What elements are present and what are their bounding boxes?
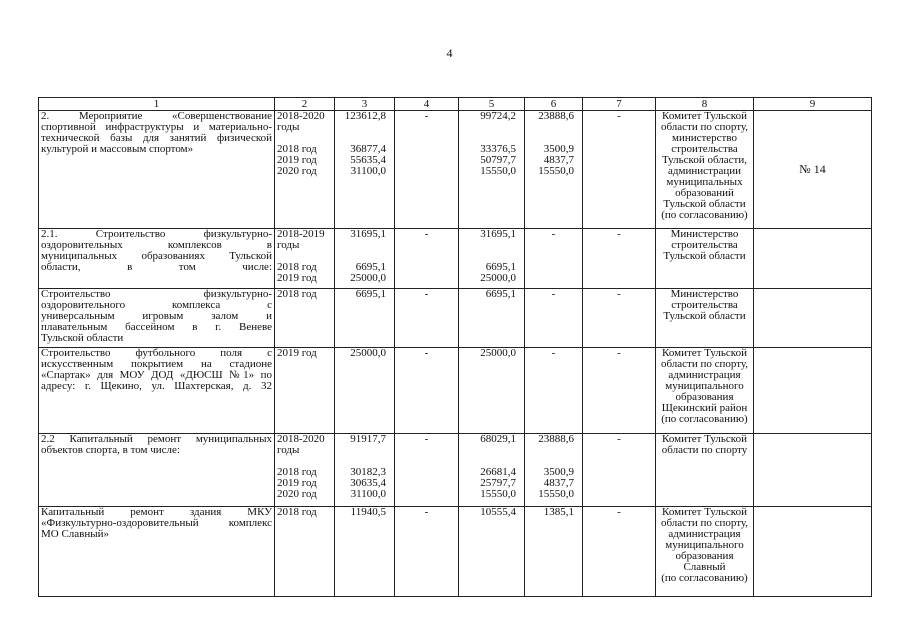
col7-cell-line: - bbox=[617, 110, 621, 122]
period-cell-line: 2019 год bbox=[277, 347, 317, 359]
executor-cell-line: (по согласованию) bbox=[661, 209, 748, 221]
col5-cell-line: 15550,0 bbox=[480, 488, 516, 500]
total-cell-line bbox=[337, 240, 386, 251]
col5-cell-line: 6695,1 bbox=[485, 261, 516, 273]
col7-cell bbox=[583, 507, 656, 597]
period-cell bbox=[275, 348, 335, 434]
col6-cell bbox=[525, 289, 583, 348]
executor-cell bbox=[656, 229, 754, 289]
executor-cell bbox=[656, 434, 754, 507]
activity-name-cell bbox=[39, 289, 275, 348]
col5-cell bbox=[459, 348, 525, 434]
col4-cell-line: - bbox=[424, 110, 429, 122]
table-row bbox=[39, 348, 872, 434]
executor-cell bbox=[656, 507, 754, 597]
col6-cell-line: 1385,1 bbox=[543, 506, 574, 518]
total-cell-line: 55635,4 bbox=[350, 154, 386, 166]
executor-cell-line: Тульской области, bbox=[661, 154, 748, 166]
note-cell bbox=[754, 434, 872, 507]
executor-cell-line: области по спорту bbox=[661, 444, 748, 456]
col4-cell bbox=[395, 507, 459, 597]
activity-name-line: универсальным игровым залом и bbox=[41, 310, 272, 322]
total-cell bbox=[335, 289, 395, 348]
col6-cell bbox=[525, 229, 583, 289]
col5-cell-line bbox=[461, 240, 516, 251]
col6-cell bbox=[525, 111, 583, 229]
executor-cell-line: администрация bbox=[668, 369, 741, 381]
period-cell-line: 2020 год bbox=[277, 488, 317, 500]
header-cell: 3 bbox=[335, 98, 395, 111]
executor-cell-line: (по согласованию) bbox=[661, 572, 748, 584]
header-cell: 9 bbox=[754, 98, 872, 111]
col6-cell bbox=[525, 348, 583, 434]
total-cell bbox=[335, 111, 395, 229]
executor-cell bbox=[656, 289, 754, 348]
activity-name-line: Строительство физкультурно- bbox=[41, 288, 272, 300]
col5-cell-line: 25797,7 bbox=[480, 477, 516, 489]
activity-name-cell bbox=[39, 348, 275, 434]
col5-cell-line bbox=[461, 445, 516, 456]
activity-name-line: 2.1. Строительство физкультурно- bbox=[41, 228, 272, 240]
executor-cell bbox=[656, 111, 754, 229]
activity-name-line: Тульской области bbox=[41, 332, 124, 344]
col5-cell bbox=[459, 229, 525, 289]
executor-cell-line: строительства bbox=[671, 239, 738, 251]
activity-name-line: «Физкультурно-оздоровительный комплекс bbox=[41, 517, 272, 529]
period-cell bbox=[275, 229, 335, 289]
executor-cell-line: муниципального bbox=[665, 539, 744, 551]
note-cell bbox=[754, 507, 872, 597]
total-cell bbox=[335, 434, 395, 507]
header-row bbox=[39, 98, 872, 111]
activity-name-line: «Спартак» для МОУ ДОД «ДЮСШ №1» по bbox=[41, 369, 272, 381]
col7-cell-line: - bbox=[617, 347, 621, 359]
col4-cell bbox=[395, 289, 459, 348]
executor-cell-line: образований bbox=[675, 187, 734, 199]
activity-name-line: МО Славный» bbox=[41, 528, 110, 540]
total-cell-line: 123612,8 bbox=[344, 110, 386, 122]
executor-cell-line: образования bbox=[675, 550, 734, 562]
col6-cell-line: 15550,0 bbox=[538, 165, 574, 177]
activity-name-line: Капитальный ремонт здания МКУ bbox=[41, 506, 272, 518]
total-cell-line: 6695,1 bbox=[355, 288, 386, 300]
period-cell-line: 2018 год bbox=[277, 261, 317, 273]
executor-cell-line: Комитет Тульской bbox=[662, 347, 747, 359]
executor-cell-line: Славный bbox=[683, 561, 726, 573]
col6-cell-line: 15550,0 bbox=[538, 488, 574, 500]
activity-name-line: 2. Мероприятие «Совершенствование bbox=[41, 110, 272, 122]
activity-name-cell bbox=[39, 507, 275, 597]
col7-cell-line: - bbox=[617, 433, 621, 445]
col6-cell-line: - bbox=[551, 228, 556, 240]
total-cell bbox=[335, 348, 395, 434]
header-cell: 8 bbox=[656, 98, 754, 111]
period-cell-line: годы bbox=[277, 444, 300, 456]
total-cell-line: 25000,0 bbox=[350, 272, 386, 284]
col5-cell-line: 50797,7 bbox=[480, 154, 516, 166]
period-cell bbox=[275, 289, 335, 348]
activity-name-line: спортивной инфраструктуры и материально- bbox=[41, 121, 272, 133]
col4-cell bbox=[395, 229, 459, 289]
col5-cell bbox=[459, 434, 525, 507]
activity-name-cell bbox=[39, 434, 275, 507]
note-cell bbox=[754, 229, 872, 289]
header-cell: 6 bbox=[525, 98, 583, 111]
col6-cell-line: 23888,6 bbox=[538, 110, 574, 122]
period-cell-line: 2018-2020 bbox=[277, 110, 325, 122]
col6-cell-line: 3500,9 bbox=[543, 143, 574, 155]
executor-cell-line: (по согласованию) bbox=[661, 413, 748, 425]
note-cell: № 14 bbox=[754, 111, 872, 229]
col7-cell bbox=[583, 289, 656, 348]
period-cell-line: 2018-2020 bbox=[277, 433, 325, 445]
header-cell: 2 bbox=[275, 98, 335, 111]
col7-cell bbox=[583, 111, 656, 229]
period-cell bbox=[275, 507, 335, 597]
col6-cell-line: 3500,9 bbox=[543, 466, 574, 478]
total-cell bbox=[335, 507, 395, 597]
total-cell bbox=[335, 229, 395, 289]
col7-cell-line: - bbox=[617, 288, 621, 300]
col7-cell bbox=[583, 348, 656, 434]
col5-cell-line: 26681,4 bbox=[480, 466, 516, 478]
activity-name-line: объектов спорта, в том числе: bbox=[41, 444, 180, 456]
total-cell-line: 31100,0 bbox=[350, 165, 386, 177]
executor-cell-line: Тульской области bbox=[663, 250, 746, 262]
col5-cell-line: 33376,5 bbox=[480, 143, 516, 155]
period-cell-line: 2018 год bbox=[277, 506, 317, 518]
activity-name-line: культурой и массовым спортом» bbox=[41, 143, 194, 155]
period-cell-line: 2018-2019 bbox=[277, 228, 325, 240]
header-cell: 5 bbox=[459, 98, 525, 111]
activity-name-cell bbox=[39, 111, 275, 229]
executor-cell-line: Министерство bbox=[670, 288, 739, 300]
page-number: 4 bbox=[446, 46, 453, 60]
table-row bbox=[39, 229, 872, 289]
program-table bbox=[38, 97, 872, 597]
executor-cell-line: образования bbox=[675, 391, 734, 403]
col5-cell bbox=[459, 507, 525, 597]
executor-cell-line: области по спорту, bbox=[660, 517, 749, 529]
note-cell bbox=[754, 289, 872, 348]
activity-name-line: плавательным бассейном в г. Веневе bbox=[41, 321, 272, 333]
total-cell-line: 36877,4 bbox=[350, 143, 386, 155]
activity-name-line: адресу: г. Щекино, ул. Шахтерская, д. 32 bbox=[41, 380, 272, 392]
activity-name-line: оздоровительного комплекса с bbox=[41, 299, 272, 311]
total-cell-line: 25000,0 bbox=[350, 347, 386, 359]
total-cell-line: 6695,1 bbox=[355, 261, 386, 273]
col5-cell-line: 25000,0 bbox=[480, 272, 516, 284]
total-cell-line bbox=[337, 445, 386, 456]
col4-cell-line: - bbox=[424, 506, 429, 518]
activity-name-line: области, в том числе: bbox=[41, 261, 272, 273]
col5-cell-line: 68029,1 bbox=[480, 433, 516, 445]
col4-cell bbox=[395, 348, 459, 434]
executor-cell-line: администрации bbox=[668, 165, 741, 177]
activity-name-line: технической базы для занятий физической bbox=[41, 132, 272, 144]
period-cell-line: 2019 год bbox=[277, 272, 317, 284]
col6-cell-line: - bbox=[551, 347, 556, 359]
col4-cell-line: - bbox=[424, 433, 429, 445]
activity-name-line: муниципальных образованиях Тульской bbox=[41, 250, 272, 262]
total-cell-line: 91917,7 bbox=[350, 433, 386, 445]
activity-name-line: оздоровительных комплексов в bbox=[41, 239, 272, 251]
col6-cell-line bbox=[527, 445, 574, 456]
total-cell-line: 31100,0 bbox=[350, 488, 386, 500]
period-cell-line: 2018 год bbox=[277, 466, 317, 478]
col6-cell bbox=[525, 434, 583, 507]
col7-cell-line: - bbox=[617, 228, 621, 240]
col6-cell-line: 23888,6 bbox=[538, 433, 574, 445]
executor-cell-line: Комитет Тульской bbox=[662, 506, 747, 518]
activity-name-line: 2.2 Капитальный ремонт муниципальных bbox=[41, 433, 272, 445]
col6-cell bbox=[525, 507, 583, 597]
col6-cell-line bbox=[527, 122, 574, 133]
executor-cell-line: Комитет Тульской bbox=[662, 433, 747, 445]
col4-cell-line: - bbox=[424, 228, 429, 240]
executor-cell-line: строительства bbox=[671, 143, 738, 155]
col5-cell bbox=[459, 289, 525, 348]
col7-cell bbox=[583, 434, 656, 507]
col4-cell-line: - bbox=[424, 347, 429, 359]
total-cell-line bbox=[337, 122, 386, 133]
period-cell-line: 2019 год bbox=[277, 477, 317, 489]
executor-cell-line: области по спорту, bbox=[660, 358, 749, 370]
col6-cell-line: - bbox=[551, 288, 556, 300]
header-cell: 7 bbox=[583, 98, 656, 111]
header-cell: 1 bbox=[39, 98, 275, 111]
period-cell bbox=[275, 434, 335, 507]
period-cell bbox=[275, 111, 335, 229]
activity-name-line: Строительство футбольного поля с bbox=[41, 347, 272, 359]
col5-cell-line bbox=[461, 122, 516, 133]
period-cell-line: годы bbox=[277, 239, 300, 251]
total-cell-line: 11940,5 bbox=[350, 506, 386, 518]
col5-cell-line: 99724,2 bbox=[480, 110, 516, 122]
executor-cell-line: администрация bbox=[668, 528, 741, 540]
executor-cell-line: министерство bbox=[671, 132, 737, 144]
col6-cell-line: 4837,7 bbox=[543, 154, 574, 166]
executor-cell-line: Тульской области bbox=[663, 310, 746, 322]
table-row bbox=[39, 111, 872, 229]
total-cell-line: 30182,3 bbox=[350, 466, 386, 478]
header-cell: 4 bbox=[395, 98, 459, 111]
period-cell-line: 2018 год bbox=[277, 143, 317, 155]
executor-cell-line: Тульской области bbox=[663, 198, 746, 210]
col7-cell-line: - bbox=[617, 506, 621, 518]
period-cell-line: 2020 год bbox=[277, 165, 317, 177]
executor-cell-line: Щекинский район bbox=[661, 402, 748, 414]
col4-cell bbox=[395, 434, 459, 507]
col5-cell-line: 6695,1 bbox=[485, 288, 516, 300]
activity-name-cell bbox=[39, 229, 275, 289]
note-cell bbox=[754, 348, 872, 434]
col6-cell-line: 4837,7 bbox=[543, 477, 574, 489]
col5-cell-line: 10555,4 bbox=[480, 506, 516, 518]
total-cell-line: 30635,4 bbox=[350, 477, 386, 489]
total-cell-line: 31695,1 bbox=[350, 228, 386, 240]
executor-cell-line: строительства bbox=[671, 299, 738, 311]
period-cell-line: 2019 год bbox=[277, 154, 317, 166]
executor-cell bbox=[656, 348, 754, 434]
executor-cell-line: муниципальных bbox=[666, 176, 743, 188]
col4-cell-line: - bbox=[424, 288, 429, 300]
activity-name-line: искусственным покрытием на стадионе bbox=[41, 358, 272, 370]
col5-cell-line: 15550,0 bbox=[480, 165, 516, 177]
table-row bbox=[39, 507, 872, 597]
col7-cell bbox=[583, 229, 656, 289]
table-row bbox=[39, 289, 872, 348]
col4-cell bbox=[395, 111, 459, 229]
period-cell-line: 2018 год bbox=[277, 288, 317, 300]
col5-cell-line: 25000,0 bbox=[480, 347, 516, 359]
executor-cell-line: муниципального bbox=[665, 380, 744, 392]
col5-cell bbox=[459, 111, 525, 229]
col5-cell-line: 31695,1 bbox=[480, 228, 516, 240]
executor-cell-line: Комитет Тульской bbox=[662, 110, 747, 122]
executor-cell-line: Министерство bbox=[670, 228, 739, 240]
table-row bbox=[39, 434, 872, 507]
period-cell-line: годы bbox=[277, 121, 300, 133]
executor-cell-line: области по спорту, bbox=[660, 121, 749, 133]
